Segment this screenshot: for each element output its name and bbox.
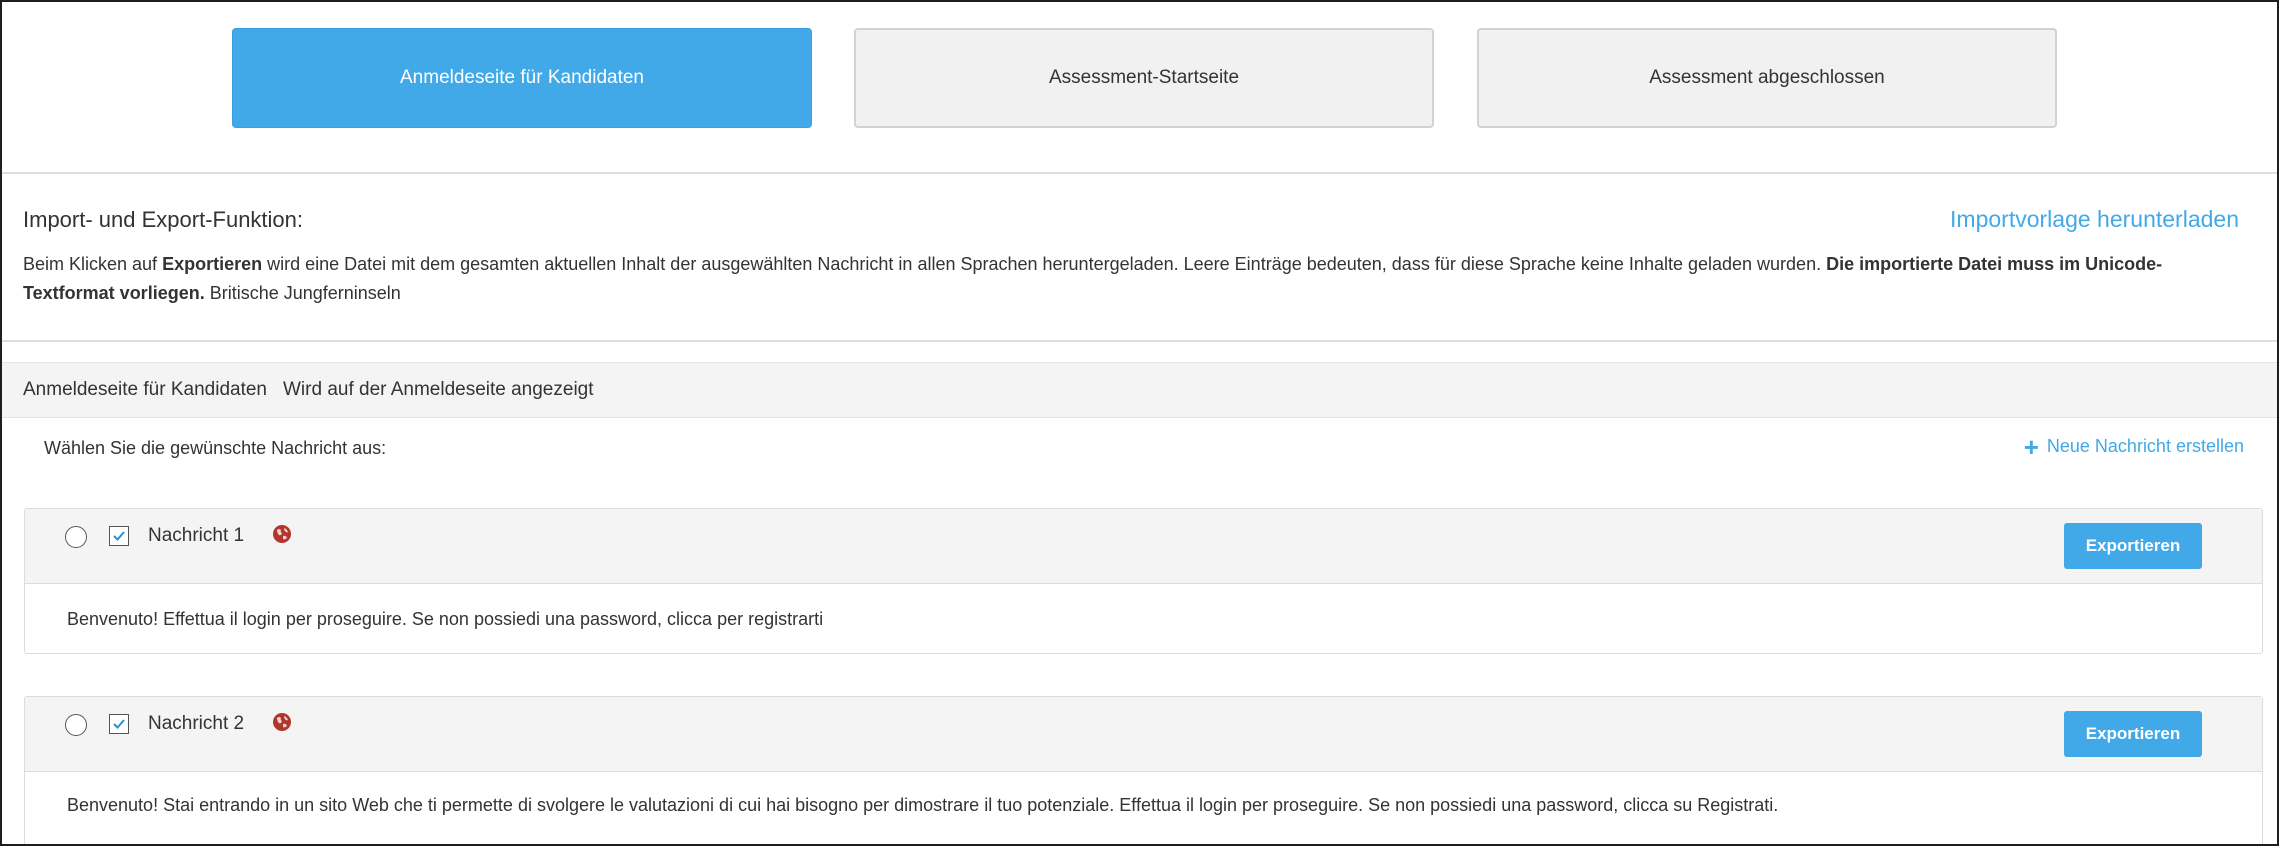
message-name: Nachricht 1	[148, 525, 245, 546]
new-message-label: Neue Nachricht erstellen	[2046, 436, 2244, 456]
message-select-radio[interactable]	[65, 714, 87, 736]
globe-icon[interactable]	[272, 712, 292, 732]
desc-bold-unicode: Die importierte Datei muss im Unicode-Textformat vorliegen.	[23, 254, 2163, 303]
desc-bold-export: Exportieren	[162, 254, 263, 274]
message-name: Nachricht 2	[148, 713, 245, 734]
import-export-title: Import- und Export-Funktion:	[23, 207, 304, 232]
message-body: Benvenuto! Effettua il login per proseguire. Se non possiedi una password, clicca per registrarti	[67, 609, 824, 629]
message-active-checkbox[interactable]	[109, 714, 129, 734]
check-icon	[112, 717, 126, 731]
export-button[interactable]: Exportieren	[2064, 523, 2202, 569]
message-type-tabs	[2, 2, 2277, 174]
import-export-section	[2, 174, 2277, 339]
import-export-description	[23, 250, 2253, 308]
new-message-button[interactable]	[2023, 431, 2244, 462]
tab-candidate-login[interactable]: Anmeldeseite für Kandidaten	[232, 28, 812, 128]
message-card	[24, 696, 2263, 846]
message-body: Benvenuto! Stai entrando in un sito Web che ti permette di svolgere le valutazioni di cui hai bisogno per dimostrare il tuo potenziale. Effettua il login per proseguire. Se non possiedi una password, clicca su Registrati.	[67, 795, 1779, 815]
plus-icon: +	[2023, 431, 2039, 462]
section-divider	[2, 340, 2277, 342]
desc-text-2: wird eine Datei mit dem gesamten aktuellen Inhalt der ausgewählten Nachricht in allen Sprachen heruntergeladen. Leere Einträge bedeuten, dass für diese Sprache keine Inhalte geladen wurden.	[262, 254, 1827, 274]
download-template-link[interactable]: Importvorlage herunterladen	[1950, 206, 2239, 232]
check-icon	[112, 529, 126, 543]
desc-text-3: Britische Jungferninseln	[204, 283, 401, 303]
export-button[interactable]: Exportieren	[2064, 711, 2202, 757]
panel-subtitle: Wird auf der Anmeldeseite angezeigt	[283, 379, 594, 400]
tab-assessment-start[interactable]: Assessment-Startseite	[854, 28, 1434, 128]
message-select-radio[interactable]	[65, 526, 87, 548]
message-active-checkbox[interactable]	[109, 526, 129, 546]
panel-header	[2, 362, 2277, 418]
tab-assessment-completed[interactable]: Assessment abgeschlossen	[1477, 28, 2057, 128]
select-message-label: Wählen Sie die gewünschte Nachricht aus:	[44, 438, 387, 458]
panel-title: Anmeldeseite für Kandidaten	[23, 379, 267, 400]
message-header	[25, 509, 2262, 584]
globe-icon[interactable]	[272, 524, 292, 544]
message-card	[24, 508, 2263, 654]
desc-text-1: Beim Klicken auf	[23, 254, 163, 274]
message-header	[25, 697, 2262, 772]
